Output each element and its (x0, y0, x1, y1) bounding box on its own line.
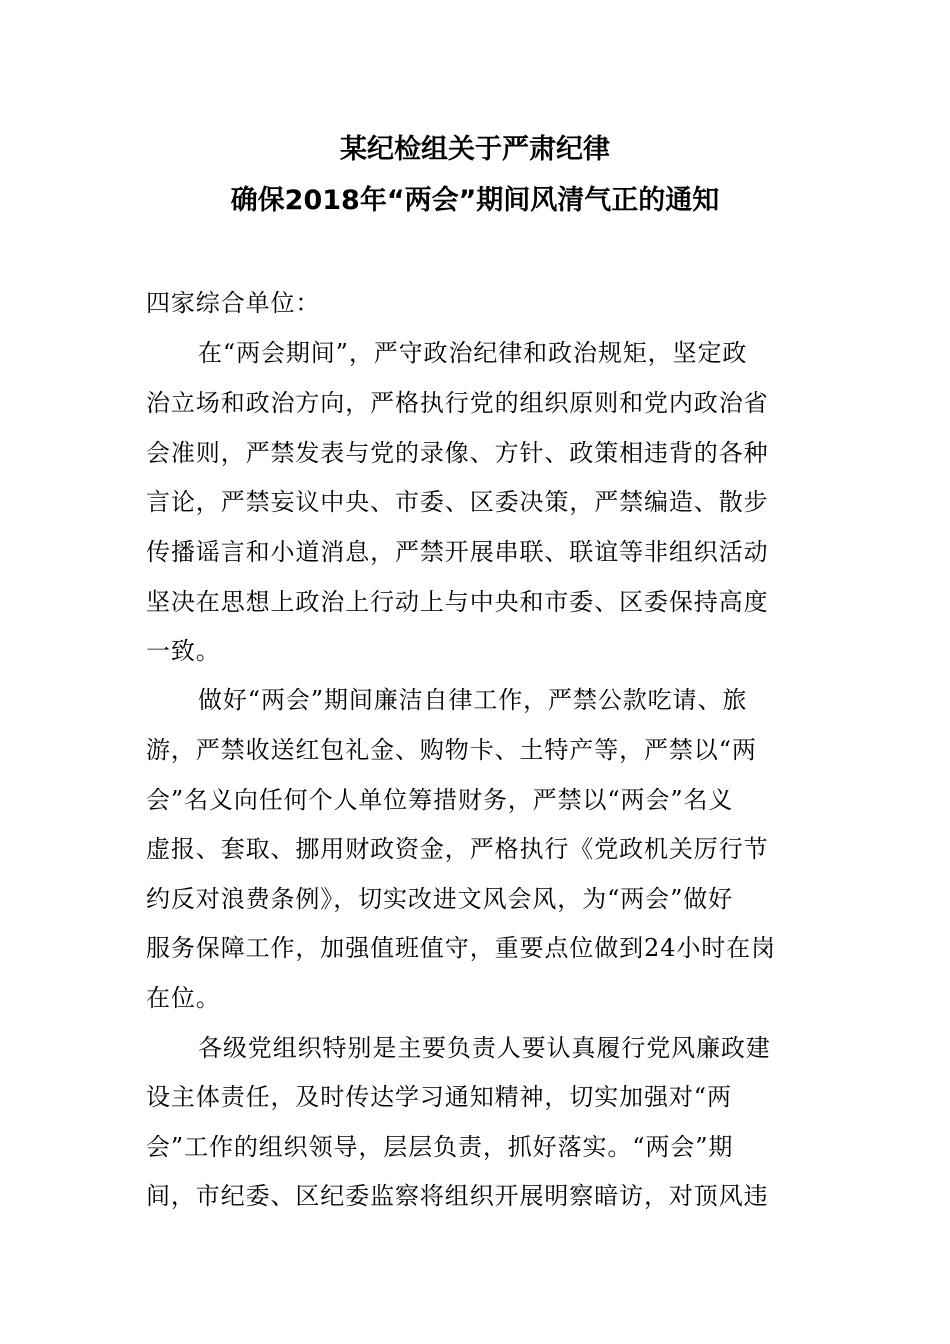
paragraph-line: 一致。 (146, 637, 221, 665)
paragraph-line: 做好“两会”期间廉洁自律工作，严禁公款吃请、旅 (198, 686, 748, 714)
paragraph-line: 在“两会期间”，严守政治纪律和政治规矩，坚定政 (198, 339, 748, 367)
paragraph-line: 会准则，严禁发表与党的录像、方针、政策相违背的各种 (146, 439, 769, 467)
paragraph-line: 各级党组织特别是主要负责人要认真履行党风廉政建 (198, 1034, 771, 1062)
paragraph-line: 虚报、套取、挪用财政资金，严格执行《党政机关厉行节 (146, 835, 769, 863)
paragraph-line: 传播谣言和小道消息，严禁开展串联、联谊等非组织活动 (146, 538, 769, 566)
paragraph-line: 坚决在思想上政治上行动上与中央和市委、区委保持高度 (146, 588, 769, 616)
paragraph-line: 治立场和政治方向，严格执行党的组织原则和党内政治省 (146, 389, 769, 417)
salutation: 四家综合单位： (146, 289, 321, 317)
paragraph-line: 约反对浪费条例》，切实改进文风会风，为“两会”做好 (146, 885, 734, 913)
document-title-line-2: 确保2018年“两会”期间风清气正的通知 (230, 185, 720, 216)
paragraph-line: 间，市纪委、区纪委监察将组织开展明察暗访，对顶风违 (146, 1182, 769, 1210)
paragraph-line: 言论，严禁妄议中央、市委、区委决策，严禁编造、散步 (146, 488, 769, 516)
paragraph-line: 服务保障工作，加强值班值守，重要点位做到24小时在岗 (146, 934, 776, 962)
paragraph-line: 在位。 (146, 984, 221, 1012)
paragraph-line: 会”工作的组织领导，层层负责，抓好落实。“两会”期 (146, 1133, 734, 1161)
paragraph-line: 游，严禁收送红包礼金、购物卡、土特产等，严禁以“两 (146, 736, 757, 764)
paragraph-line: 设主体责任，及时传达学习通知精神，切实加强对“两 (146, 1083, 732, 1111)
document-title-line-1: 某纪检组关于严肃纪律 (340, 134, 610, 165)
paragraph-line: 会”名义向任何个人单位筹措财务，严禁以“两会”名义 (146, 786, 734, 814)
